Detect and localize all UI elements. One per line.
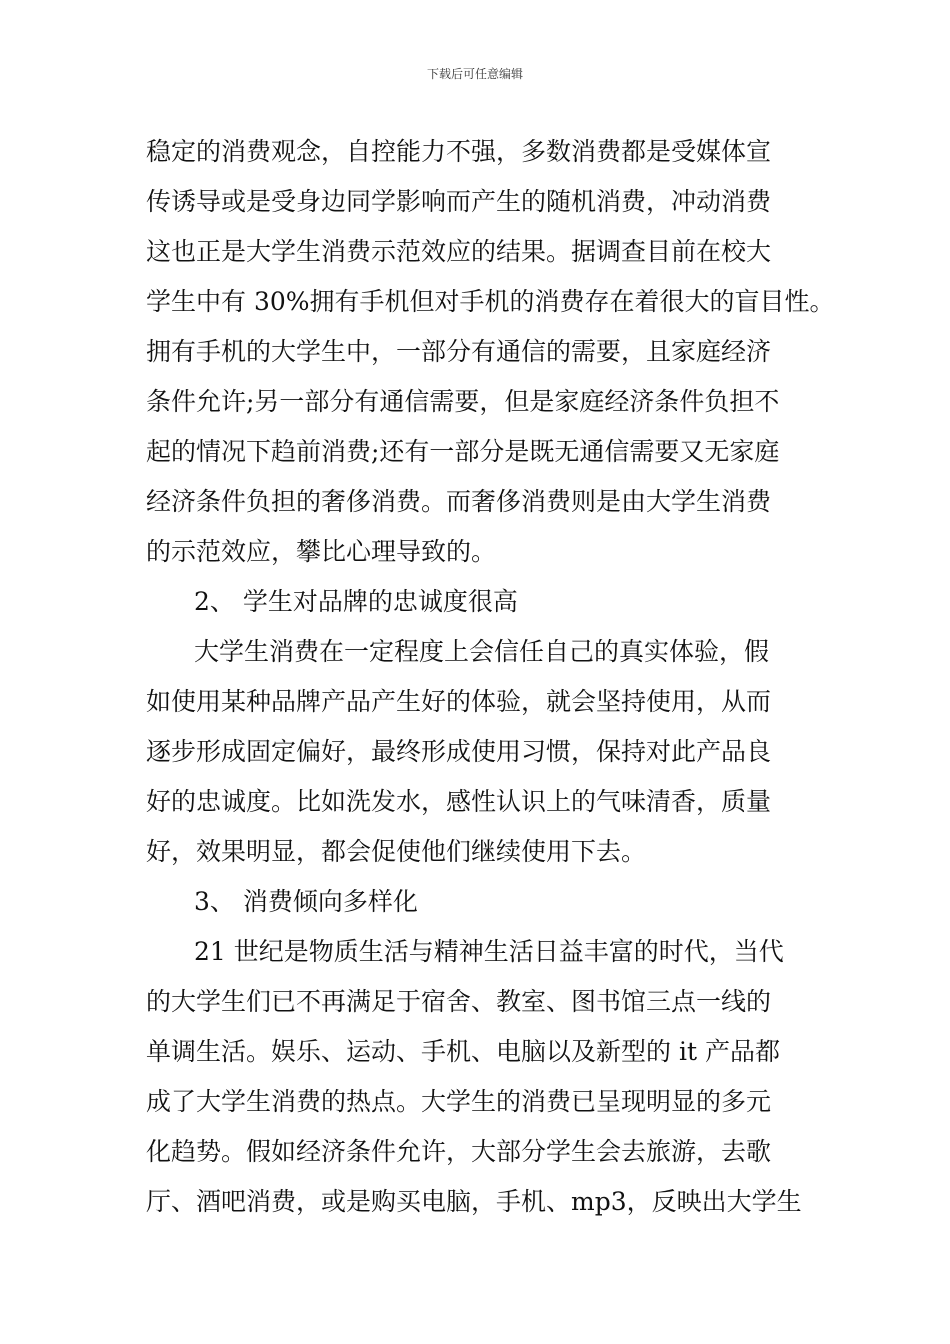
section-heading-2: 2、 学生对品牌的忠诚度很高 (194, 587, 518, 616)
text-line: 稳定的消费观念，自控能力不强，多数消费都是受媒体宣 (146, 137, 772, 166)
text-line: 成了大学生消费的热点。大学生的消费已呈现明显的多元 (146, 1087, 772, 1116)
text-line: 21 世纪是物质生活与精神生活日益丰富的时代，当代 (194, 937, 784, 966)
text-line: 起的情况下趋前消费;还有一部分是既无通信需要又无家庭 (146, 437, 780, 466)
text-line: 传诱导或是受身边同学影响而产生的随机消费，冲动消费 (146, 187, 772, 216)
text-line: 逐步形成固定偏好，最终形成使用习惯，保持对此产品良 (146, 737, 772, 766)
text-line: 好的忠诚度。比如洗发水，感性认识上的气味清香，质量 (146, 787, 772, 816)
page-header: 下载后可任意编辑 (426, 67, 523, 81)
text-line: 学生中有 30%拥有手机但对手机的消费存在着很大的盲目性。 (146, 287, 835, 316)
text-line: 厅、酒吧消费，或是购买电脑，手机、mp3，反映出大学生 (146, 1187, 802, 1216)
document-body (146, 127, 835, 1227)
text-line: 的大学生们已不再满足于宿舍、教室、图书馆三点一线的 (146, 987, 772, 1016)
text-line: 好，效果明显，都会促使他们继续使用下去。 (146, 837, 647, 866)
text-line: 化趋势。假如经济条件允许，大部分学生会去旅游，去歌 (146, 1137, 772, 1166)
text-line: 如使用某种品牌产品产生好的体验，就会坚持使用，从而 (146, 687, 772, 716)
text-line: 拥有手机的大学生中，一部分有通信的需要，且家庭经济 (146, 337, 772, 366)
text-line: 单调生活。娱乐、运动、手机、电脑以及新型的 it 产品都 (146, 1037, 780, 1066)
text-line: 大学生消费在一定程度上会信任自己的真实体验，假 (194, 637, 770, 666)
text-line: 经济条件负担的奢侈消费。而奢侈消费则是由大学生消费 (146, 487, 772, 516)
text-line: 条件允许;另一部分有通信需要，但是家庭经济条件负担不 (146, 387, 780, 416)
section-heading-3: 3、 消费倾向多样化 (194, 887, 418, 916)
text-line: 的示范效应，攀比心理导致的。 (146, 537, 497, 566)
text-line: 这也正是大学生消费示范效应的结果。据调查目前在校大 (146, 237, 772, 266)
